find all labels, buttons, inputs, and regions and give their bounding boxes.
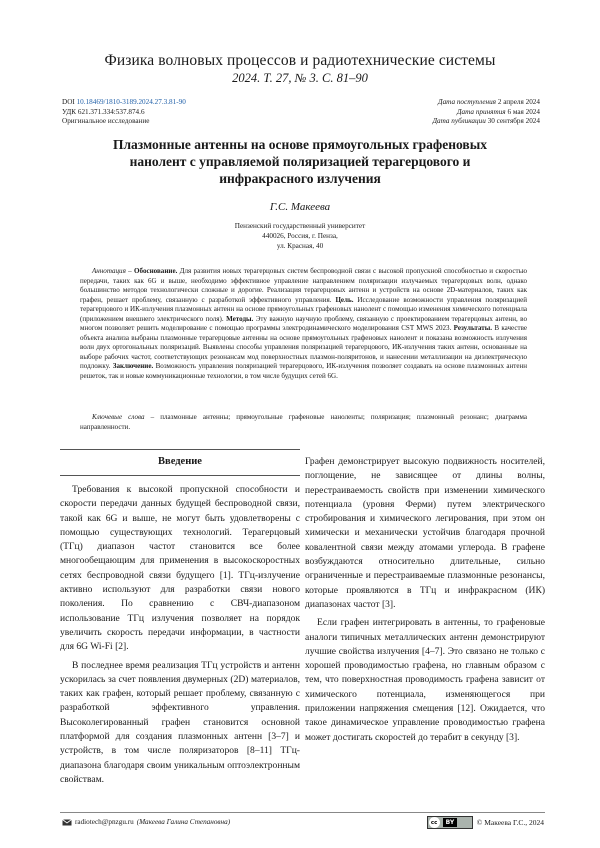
keywords-label: Ключевые слова <box>92 413 145 421</box>
paragraph: В последнее время реализация ТГц устройств и антенн ускорилась за счет появления двумерных (2D) материалов, таких как графен, который решает проблему, связанную с разработкой эффективного управления. Высоколегированный графен становится основной платформой для создания плазмонных антенн [3–7] и устройств, в том числе поляризаторов [8–11] ТГц-диапазона благодаря своим уникальным оптоэлектронным свойствам. <box>60 659 300 785</box>
paragraph: Если графен интегрировать в антенны, то графеновые аналоги типичных металлических антенн демонстрируют лучшие свойства излучения [4–7]. Это связано не только с хорошей проводимостью графена, но главным образом с тем, что поверхностная проводимость графена зависит от химического потенциала, изменяющегося при приложении напряжения смещения [12]. Ожидается, что такое динамическое управление проводимостью графена может достигать скоростей до терабит в секунду [3]. <box>305 617 545 743</box>
doi-link[interactable]: 10.18469/1810-3189.2024.27.3.81-90 <box>76 98 186 106</box>
published-label: Дата публикации <box>432 117 486 125</box>
abstract-heading-methods: Методы. <box>226 314 254 323</box>
paragraph: Требования к высокой пропускной способности и скорости передачи данных будущей беспроводной связи, такой как 6G и выше, не могут быть удовлетворены с помощью существующих технологий. Терагерцовый (ТГц) диапазон частот становится все более многообещающим для применения в высокоскоростных сетях беспроводной связи будущего [1]. ТГц-излучение активно используют для разработки связи нового поколения. По сравнению с СВЧ-диапазоном использование ТГц излучения позволяет на порядок увеличить скорость передачи информации, в частности для 6G Wi-Fi [2]. <box>60 484 300 653</box>
affiliation-line: 440026, Россия, г. Пенза, <box>262 232 338 240</box>
affiliation-line: Пензенский государственный университет <box>234 222 366 230</box>
footer-license <box>427 816 544 829</box>
cc-by-license-badge[interactable] <box>427 816 473 829</box>
accepted-label: Дата принятия <box>456 107 506 116</box>
abstract-heading-aim: Цель. <box>335 295 354 304</box>
contact-email[interactable]: radiotech@pnzgu.ru <box>75 818 134 826</box>
footer-rule <box>60 812 545 813</box>
affiliation <box>0 221 600 251</box>
accepted-date: 6 мая 2024 <box>507 107 540 116</box>
footer-contact <box>62 818 230 826</box>
by-icon: BY <box>443 818 458 827</box>
abstract-heading-results: Результаты. <box>453 324 493 333</box>
journal-title: Физика волновых процессов и радиотехнические системы <box>104 52 496 69</box>
article-meta-left <box>62 98 186 127</box>
udk: УДК 621.371.334:537.874.6 <box>62 107 145 116</box>
author-name: Г.С. Макеева <box>269 201 331 213</box>
received-label: Дата поступления <box>438 98 497 106</box>
envelope-icon <box>62 819 72 826</box>
keywords: Ключевые слова – плазмонные антенны; прямоугольные графеновые наноленты; поляризация; плазмонный резонанс; диаграмма направленности. <box>80 413 528 431</box>
article-type: Оригинальное исследование <box>62 117 150 125</box>
doi-label: DOI <box>62 98 75 106</box>
contact-owner: (Макеева Галина Степановна) <box>136 818 231 826</box>
published-date: 30 сентября 2024 <box>487 117 540 125</box>
abstract-heading-background: Обоснование. <box>134 267 178 275</box>
copyright: © Макеева Г.С., 2024 <box>476 818 544 827</box>
cc-icon: cc <box>429 817 440 828</box>
article-title: Плазмонные антенны на основе прямоугольных графеновых нанолент с управляемой поляризацией терагерцового и инфракрасного излучения <box>112 137 488 186</box>
journal-volume: 2024. Т. 27, № 3. С. 81–90 <box>232 71 368 85</box>
abstract-label: Аннотация <box>92 267 126 275</box>
section-rule-bottom <box>60 475 300 476</box>
keywords-text: плазмонные антенны; прямоугольные графеновые наноленты; поляризация; плазмонный резонанс; диаграмма направленности. <box>80 413 528 431</box>
abstract: Аннотация – Обоснование. Для развития новых терагерцовых систем беспроводной связи с высокой пропускной способностью и скоростью передачи, таких как 6G и выше, необходимо эффективное управление направлением поляризации излучаемых терагерцовых волн, однако большинство методов технологически сложные и дорогие. Реализация терагерцовых антенн и устройств на основе 2D-материалов, таких как графен, решает проблему, связанную с разработкой эффективного управления. Цель. Исследование возможности управления поляризацией терагерцового и ИК-излучения плазмонных антенн на основе прямоугольных графеновых нанолент с помощью изменения химического потенциала (приложением внешнего электрического поля). Методы. Эту важную научную проблему, связанную с проектированием терагерцовых антенн, во многом позволяет решить моделирование с помощью программы электродинамического моделирования CST MWS 2023. Результаты. В качестве объекта анализа выбраны плазмонные терагерцовые антенны на основе прямоугольных графеновых нанолент и показана возможность излучения волн двух ортогональных поляризаций. Выявлены способы управления поляризацией терагерцового, ИК-излучения таких антенн, основанные на выборе рабочих частот, соответствующих резонансам мод поверхностных плазмон-поляритонов, и нанесении металлизации на диэлектрическую подложку. Заключение. Возможность управления поляризацией терагерцового, ИК-излучения позволяет создавать на основе плазмонных антенн решеток, так и новые коммуникационные технологии, в том числе будущих сетей 6G. <box>80 267 528 381</box>
body-column-right <box>305 455 545 749</box>
abstract-heading-conclusion: Заключение. <box>112 362 154 371</box>
section-rule-top <box>60 449 300 450</box>
article-dates <box>432 98 540 127</box>
body-column-left <box>60 483 300 791</box>
affiliation-line: ул. Красная, 40 <box>276 242 324 250</box>
received-date: 2 апреля 2024 <box>497 98 540 106</box>
paragraph: Графен демонстрирует высокую подвижность носителей, поглощение, не зависящее от длины волны, перестраиваемость свойств при изменении химического потенциала (уровня Ферми) путем электрического стробирования и химического легирования, при этом он химически и механически устойчив благодаря прочной ковалентной связи между атомами углерода. В графене возбуждаются относительно длительные, сильно ограниченные и перестраиваемые плазмонные резонансы, которые проявляются в ТГц и инфракрасном (ИК) диапазонах частот [3]. <box>305 456 545 610</box>
section-heading: Введение <box>158 456 202 467</box>
